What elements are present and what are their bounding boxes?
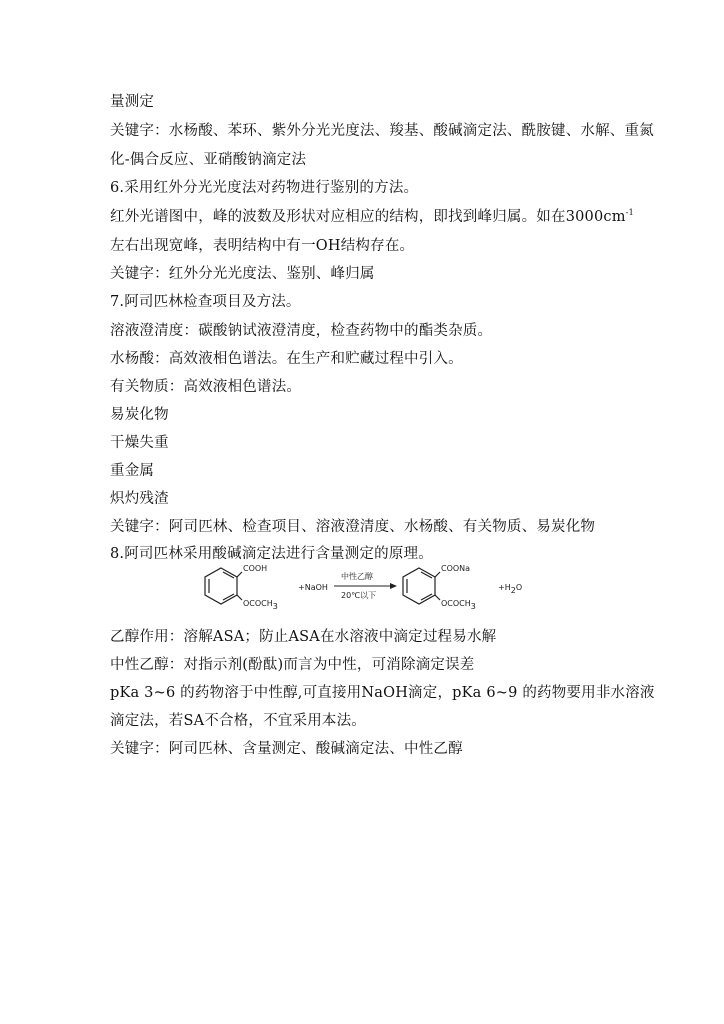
text-line: 中性乙醇：对指示剂(酚酞)而言为中性，可消除滴定误差 — [110, 657, 475, 673]
text-line: 干燥失重 — [110, 435, 169, 451]
text-line: 滴定法，若SA不合格，不宜采用本法。 — [110, 713, 367, 729]
keywords-line: 关键字：阿司匹林、含量测定、酸碱滴定法、中性乙醇 — [110, 741, 463, 757]
superscript: -1 — [625, 208, 634, 217]
text-line: 化-偶合反应、亚硝酸钠滴定法 — [110, 152, 307, 168]
text-line: pKa 3~6 的药物溶于中性醇,可直接用NaOH滴定，pKa 6~9 的药物要用非水溶液 — [110, 685, 655, 701]
carboxylate-group: COONa — [441, 564, 471, 573]
text-line: 有关物质：高效液相色谱法。 — [110, 379, 302, 395]
benzene-ring-left — [205, 568, 242, 604]
text-line: 易炭化物 — [110, 407, 169, 423]
question-heading: 8.阿司匹林采用酸碱滴定法进行含量测定的原理。 — [110, 546, 433, 562]
text-line: 炽灼残渣 — [110, 491, 169, 507]
naoh-reagent: +NaOH — [298, 583, 328, 592]
reaction-condition-temperature: 20℃以下 — [341, 591, 377, 600]
text-line: 溶液澄清度：碳酸钠试液澄清度，检查药物中的酯类杂质。 — [110, 323, 493, 339]
text-line: 水杨酸：高效液相色谱法。在生产和贮藏过程中引入。 — [110, 351, 463, 367]
acetoxy-group-right: OCOCH3 — [441, 599, 476, 611]
acetoxy-group-left: OCOCH3 — [243, 599, 278, 611]
keywords-line: 关键字：红外分光光度法、鉴别、峰归属 — [110, 266, 375, 282]
keywords-line: 关键字：水杨酸、苯环、紫外分光光度法、羧基、酸碱滴定法、酰胺键、水解、重氮 — [110, 123, 654, 139]
text-line: 左右出现宽峰，表明结构中有一OH结构存在。 — [110, 238, 415, 254]
text-line — [110, 207, 634, 227]
reaction-scheme — [196, 560, 536, 616]
keywords-line: 关键字：阿司匹林、检查项目、溶液澄清度、水杨酸、有关物质、易炭化物 — [110, 519, 596, 535]
water-product: +H2O — [498, 583, 523, 595]
arrow-head — [390, 583, 397, 589]
text-line: 量测定 — [110, 94, 155, 110]
reaction-condition-solvent: 中性乙醇 — [341, 572, 373, 581]
carboxyl-group: COOH — [243, 564, 268, 573]
ir-text: 红外光谱图中，峰的波数及形状对应相应的结构，即找到峰归属。如在3000cm — [110, 209, 626, 225]
text-line: 重金属 — [110, 463, 155, 479]
benzene-ring-right — [403, 568, 440, 604]
question-heading: 6.采用红外分光光度法对药物进行鉴别的方法。 — [110, 180, 419, 196]
text-line: 乙醇作用：溶解ASA；防止ASA在水溶液中滴定过程易水解 — [110, 629, 497, 645]
question-heading: 7.阿司匹林检查项目及方法。 — [110, 294, 301, 310]
